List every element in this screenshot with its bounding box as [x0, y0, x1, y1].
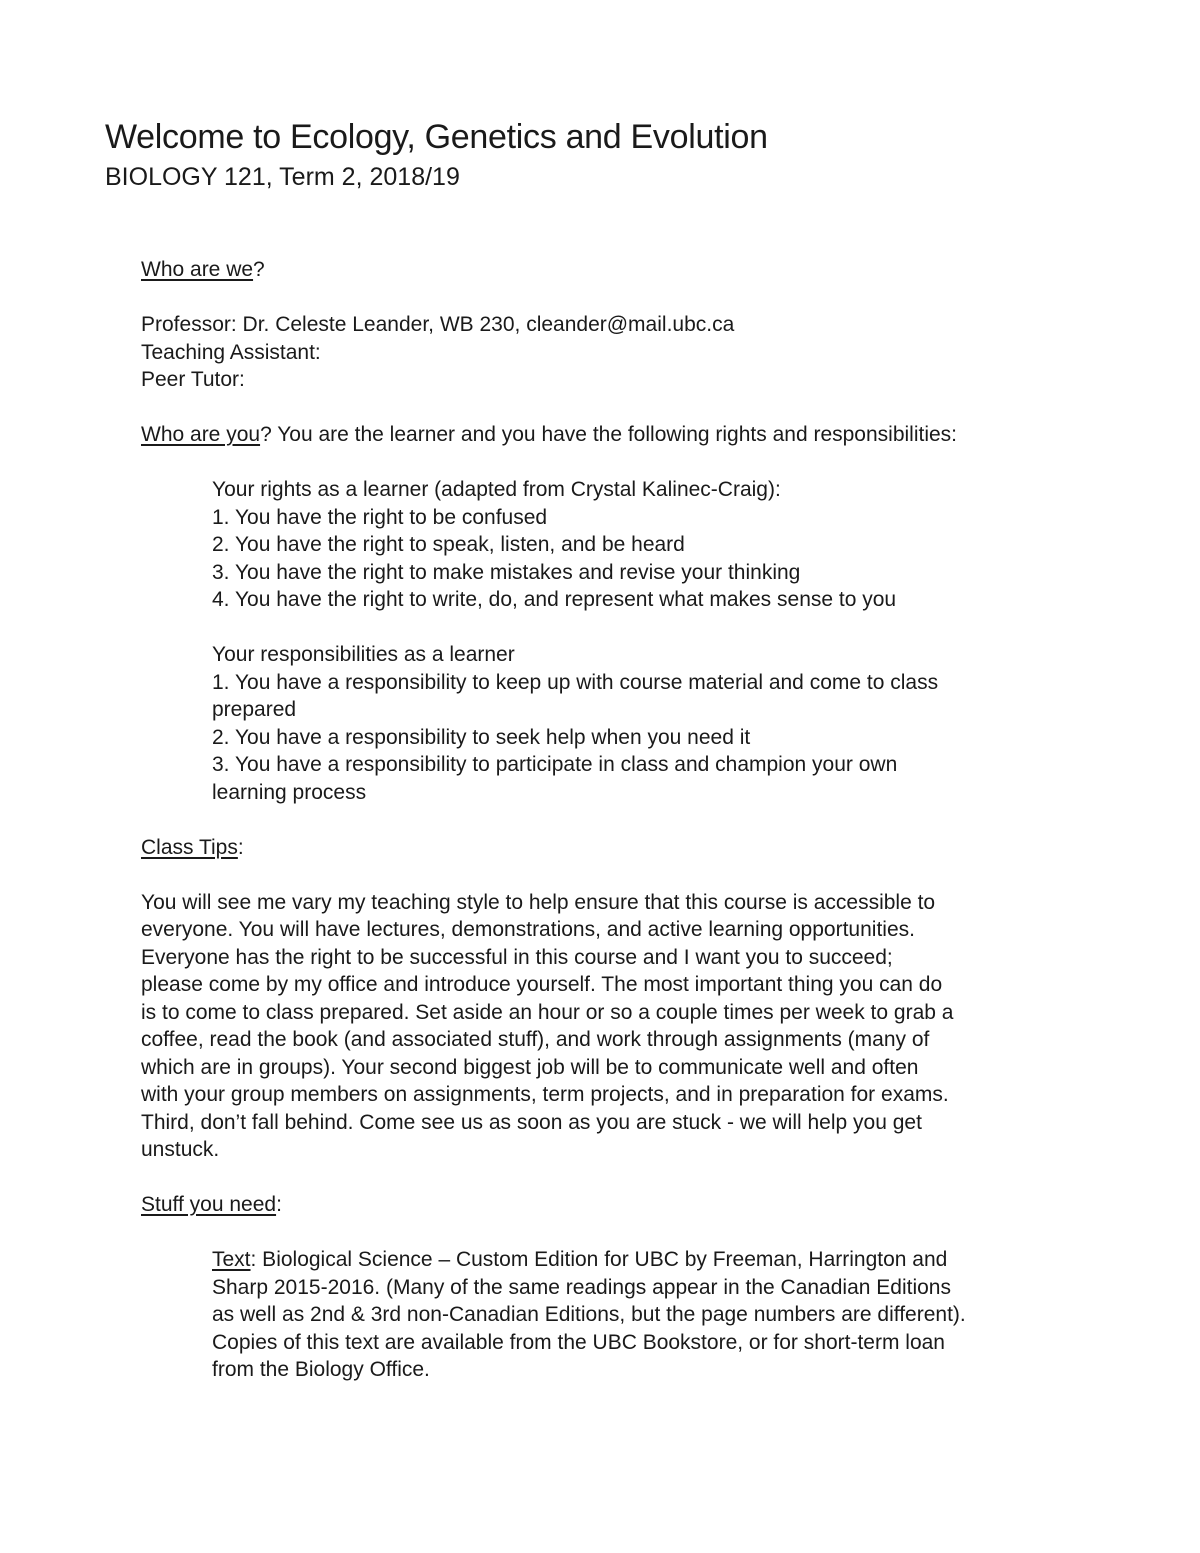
responsibilities-line: 1. You have a responsibility to keep up with course material and come to class [212, 670, 939, 694]
who-are-we-heading [141, 256, 1081, 284]
rights-item: 1. You have the right to be confused [212, 505, 548, 529]
responsibilities-line: prepared [212, 698, 297, 721]
who-are-you-heading: Who are you [141, 423, 261, 446]
textbook-label: Text [212, 1248, 251, 1271]
class-tips-line: unstuck. [141, 1138, 220, 1161]
class-tips-line: Third, don’t fall behind. Come see us as soon as you are stuck - we will help you get [141, 1110, 922, 1134]
class-tips-line: everyone. You will have lectures, demonstrations, and active learning opportunities. [141, 918, 915, 941]
class-tips-line: is to come to class prepared. Set aside an hour or so a couple times per week to grab a [141, 1000, 954, 1024]
class-tips-line: You will see me vary my teaching style to help ensure that this course is accessible to [141, 890, 936, 914]
class-tips-line: please come by my office and introduce yourself. The most important thing you can do [141, 973, 943, 996]
class-tips-line: Everyone has the right to be successful in this course and I want you to succeed; [141, 945, 893, 969]
rights-item: 3. You have the right to make mistakes and revise your thinking [212, 560, 801, 584]
rights-item: 2. You have the right to speak, listen, and be heard [212, 533, 685, 556]
textbook-line: from the Biology Office. [212, 1358, 430, 1381]
professor-line: Professor: Dr. Celeste Leander, WB 230, cleander@mail.ubc.ca [141, 313, 735, 336]
class-tips-heading [141, 834, 1081, 862]
stuff-heading-suffix: : [276, 1193, 282, 1216]
document-body [141, 256, 1081, 1384]
who-are-we-heading-text: Who are we [141, 258, 254, 281]
textbook-first-line-rest: : Biological Science – Custom Edition for UBC by Freeman, Harrington and [250, 1248, 948, 1271]
rights-item: 4. You have the right to write, do, and represent what makes sense to you [212, 588, 897, 611]
class-tips-line: with your group members on assignments, term projects, and in preparation for exams. [141, 1083, 949, 1106]
class-tips-line: which are in groups). Your second biggest job will be to communicate well and often [141, 1055, 919, 1079]
who-are-we-heading-suffix: ? [253, 258, 265, 281]
textbook-first-line [141, 1246, 1081, 1274]
stuff-heading-text: Stuff you need [141, 1193, 277, 1216]
tutor-line: Peer Tutor: [141, 368, 245, 391]
responsibilities-line: learning process [212, 780, 367, 804]
textbook-line: Sharp 2015-2016. (Many of the same readings appear in the Canadian Editions [212, 1275, 951, 1299]
textbook-line: as well as 2nd & 3rd non-Canadian Editions, but the page numbers are different). [212, 1303, 966, 1326]
textbook-line: Copies of this text are available from the UBC Bookstore, or for short-term loan [212, 1330, 945, 1354]
class-tips-heading-text: Class Tips [141, 835, 238, 859]
who-are-you-text: ? You are the learner and you have the following rights and responsibilities: [260, 423, 958, 446]
responsibilities-line: 3. You have a responsibility to participate in class and champion your own [212, 753, 898, 776]
who-are-you-line [141, 421, 1081, 449]
responsibilities-line: 2. You have a responsibility to seek help when you need it [212, 725, 751, 749]
course-subtitle: BIOLOGY 121, Term 2, 2018/19 [105, 163, 460, 191]
class-tips-heading-suffix: : [237, 835, 244, 859]
responsibilities-heading: Your responsibilities as a learner [212, 643, 515, 666]
rights-heading: Your rights as a learner (adapted from Crystal Kalinec-Craig): [212, 478, 781, 501]
page-title: Welcome to Ecology, Genetics and Evolution [105, 118, 768, 156]
stuff-heading [141, 1191, 1081, 1219]
class-tips-line: coffee, read the book (and associated stuff), and work through assignments (many of [141, 1028, 930, 1051]
ta-line: Teaching Assistant: [141, 340, 321, 364]
